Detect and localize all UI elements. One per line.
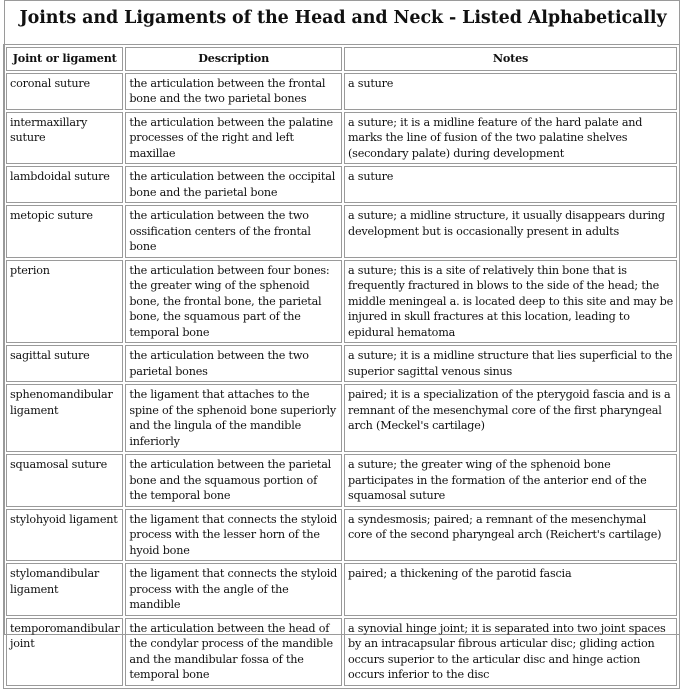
description-cell: the articulation between the two parietal bones: [125, 345, 342, 382]
joint-name-cell: temporomandibular joint: [6, 618, 123, 686]
page-title: Joints and Ligaments of the Head and Neck - Listed Alphabetically: [19, 8, 667, 28]
joint-name-cell: sagittal suture: [6, 345, 123, 382]
notes-cell: a suture: [344, 73, 677, 110]
joint-name-cell: intermaxillary suture: [6, 112, 123, 165]
notes-cell: a suture; the greater wing of the sphenoid bone participates in the formation of the anterior end of the squamosal suture: [344, 454, 677, 507]
notes-cell: paired; a thickening of the parotid fascia: [344, 563, 677, 616]
notes-cell: a syndesmosis; paired; a remnant of the mesenchymal core of the second pharyngeal arch (Reichert's cartilage): [344, 509, 677, 562]
table-row: [6, 260, 677, 344]
joint-name-cell: lambdoidal suture: [6, 166, 123, 203]
notes-cell: a suture; it is a midline feature of the hard palate and marks the line of fusion of the two palatine shelves (secondary palate) during development: [344, 112, 677, 165]
notes-cell: a suture; this is a site of relatively thin bone that is frequently fractured in blows to the side of the head; the middle meningeal a. is located deep to this site and may be injured in skull fractures at this location, leading to epidural hematoma: [344, 260, 677, 344]
description-cell: the articulation between four bones: the greater wing of the sphenoid bone, the frontal bone, the parietal bone, the squamous part of the temporal bone: [125, 260, 342, 344]
joint-name-cell: stylohyoid ligament: [6, 509, 123, 562]
table-row: [6, 384, 677, 452]
table-row: [6, 454, 677, 507]
description-cell: the ligament that connects the styloid process with the lesser horn of the hyoid bone: [125, 509, 342, 562]
table-row: [6, 509, 677, 562]
table-row: [6, 112, 677, 165]
joint-name-cell: metopic suture: [6, 205, 123, 258]
notes-cell: a suture; it is a midline structure that lies superficial to the superior sagittal venous sinus: [344, 345, 677, 382]
notes-cell: a suture: [344, 166, 677, 203]
column-header-joint: Joint or ligament: [6, 47, 123, 71]
table-row: [6, 205, 677, 258]
table-header-row: [6, 47, 677, 71]
description-cell: the ligament that connects the styloid process with the angle of the mandible: [125, 563, 342, 616]
description-cell: the articulation between the palatine processes of the right and left maxillae: [125, 112, 342, 165]
description-cell: the articulation between the two ossification centers of the frontal bone: [125, 205, 342, 258]
notes-cell: paired; it is a specialization of the pterygoid fascia and is a remnant of the mesenchymal core of the first pharyngeal arch (Meckel's cartilage): [344, 384, 677, 452]
description-cell: the ligament that attaches to the spine of the sphenoid bone superiorly and the lingula of the mandible inferiorly: [125, 384, 342, 452]
table-row: [6, 73, 677, 110]
joints-table: [3, 44, 680, 689]
joint-name-cell: coronal suture: [6, 73, 123, 110]
joint-name-cell: stylomandibular ligament: [6, 563, 123, 616]
notes-cell: a synovial hinge joint; it is separated into two joint spaces by an intracapsular fibrous articular disc; gliding action occurs superior to the articular disc and hinge action occurs inferior to the disc: [344, 618, 677, 686]
description-cell: the articulation between the parietal bone and the squamous portion of the temporal bone: [125, 454, 342, 507]
table-row: [6, 166, 677, 203]
column-header-description: Description: [125, 47, 342, 71]
description-cell: the articulation between the occipital bone and the parietal bone: [125, 166, 342, 203]
description-cell: the articulation between the frontal bone and the two parietal bones: [125, 73, 342, 110]
table-row: [6, 563, 677, 616]
joint-name-cell: squamosal suture: [6, 454, 123, 507]
notes-cell: a suture; a midline structure, it usually disappears during development but is occasionally present in adults: [344, 205, 677, 258]
column-header-notes: Notes: [344, 47, 677, 71]
table-row: [6, 345, 677, 382]
table-row: [6, 618, 677, 686]
description-cell: the articulation between the head of the condylar process of the mandible and the mandibular fossa of the temporal bone: [125, 618, 342, 686]
joint-name-cell: sphenomandibular ligament: [6, 384, 123, 452]
joint-name-cell: pterion: [6, 260, 123, 344]
